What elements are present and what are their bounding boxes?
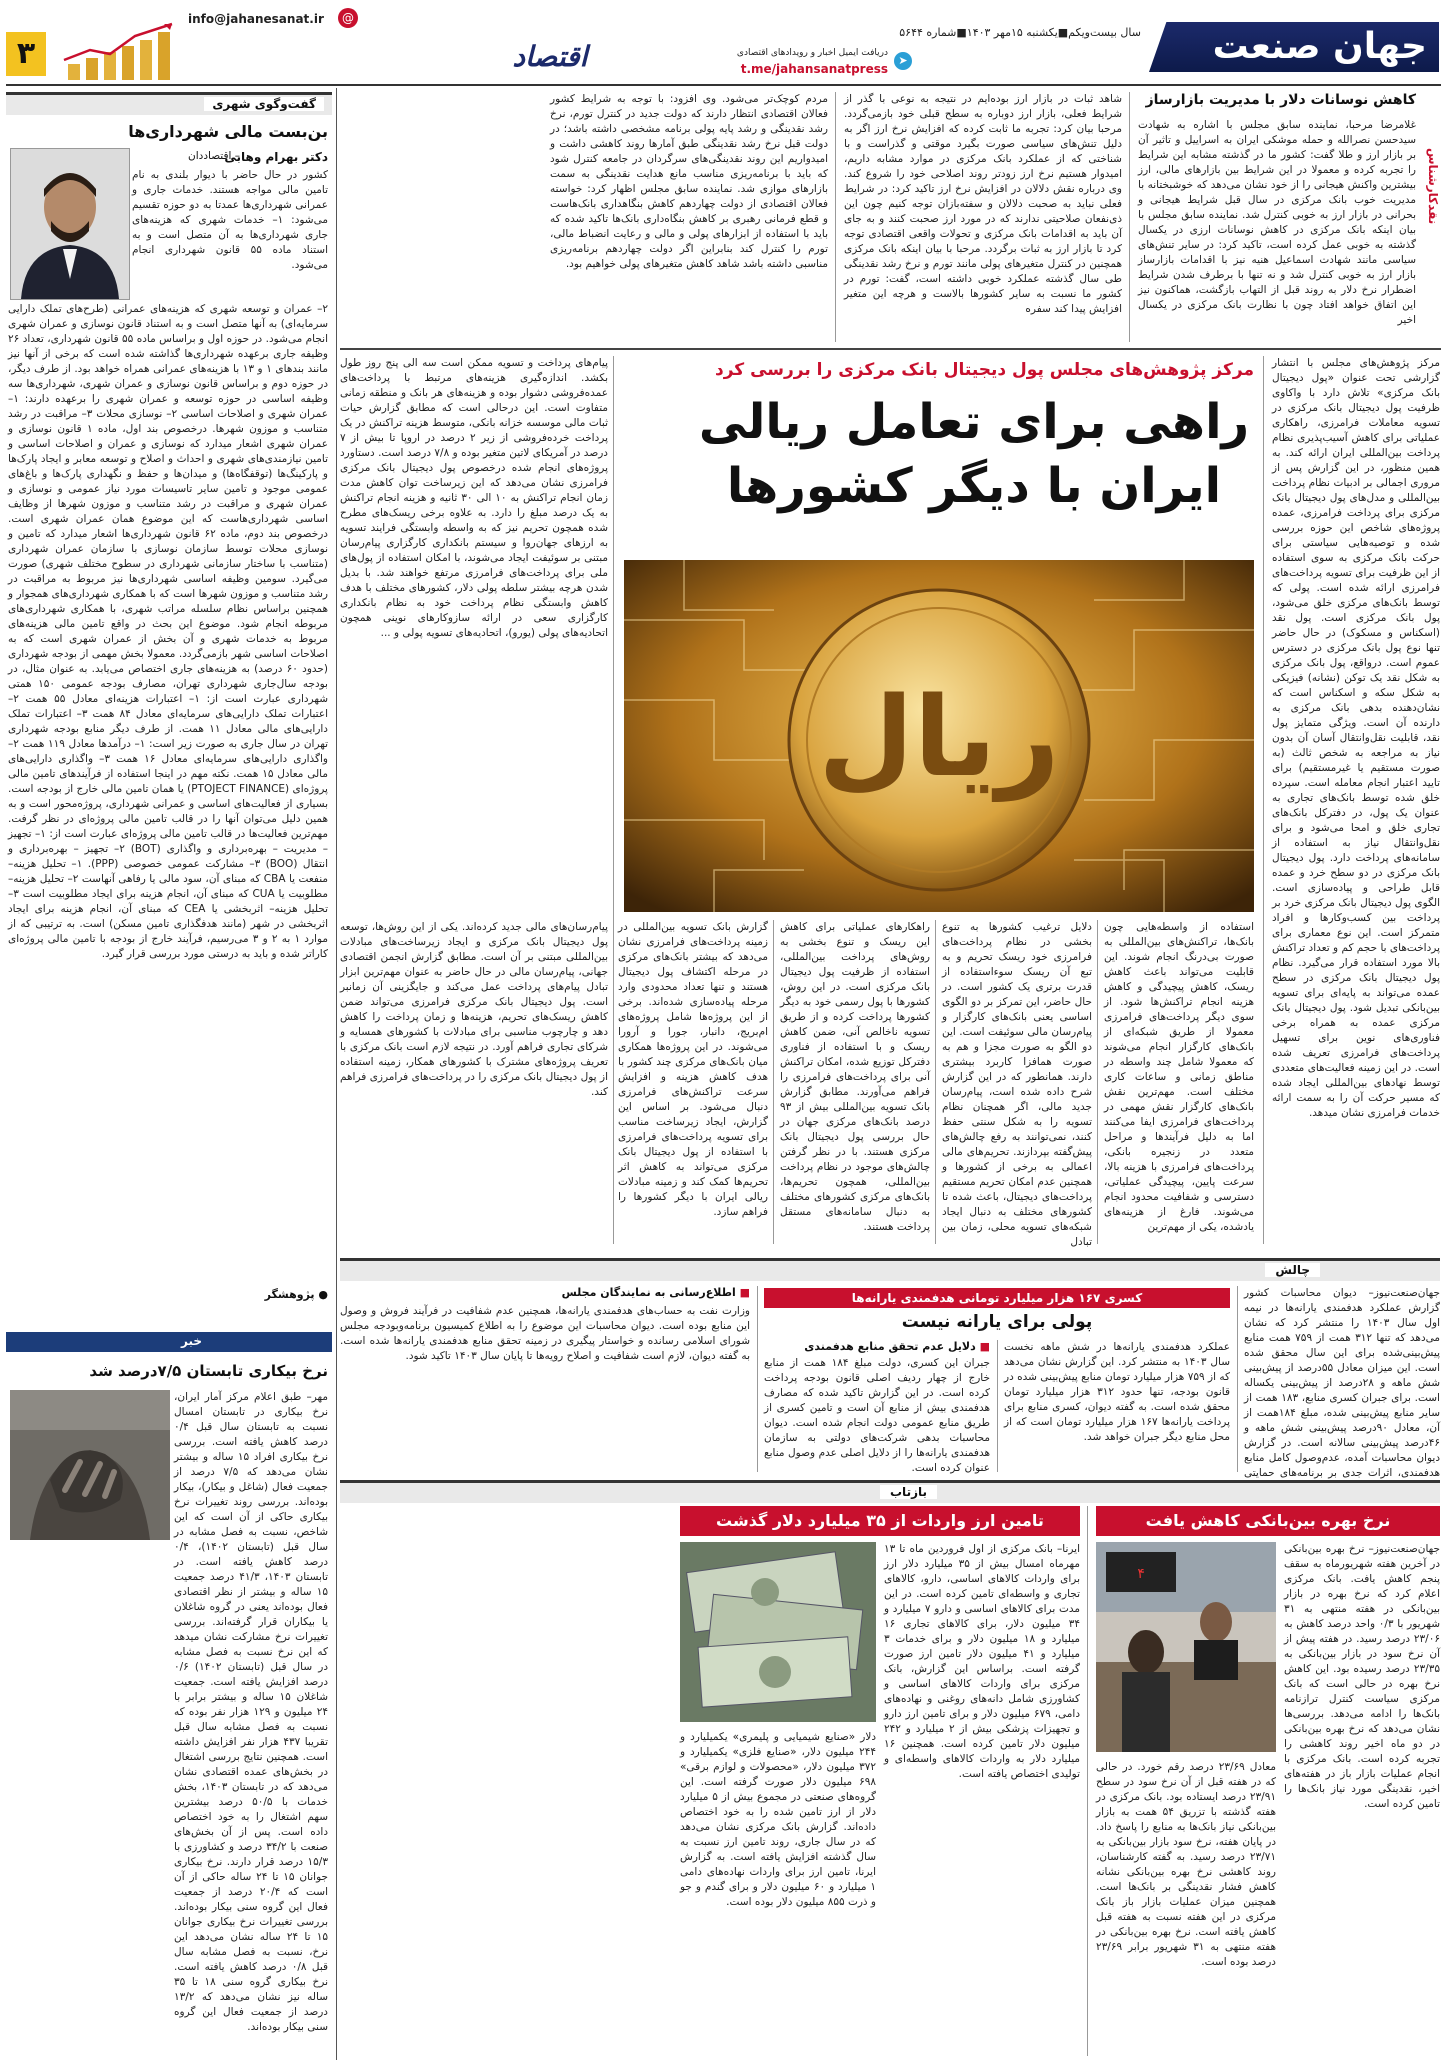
newspaper-logo [1149,22,1439,80]
top-article-col-1: غلامرضا مرحبا، نماینده سابق مجلس با اشاره به شهادت سیدحسن نصرالله و حمله موشکی ایران به اسراییل و تاثیر آن بر بازار ارز و طلا گفت: کشور ما در گذشته مشابه این شرایط را تجربه کرده و معمولا در این شرایط بین بازارهای مالی، ارز بیشترین واکنش هیجانی را از خود نشان می‌دهد که خوشبختانه با مدیریت خوب بانک مرکزی در سال قبل شرایط هیجانی و بحرانی در بازار ارز به خوبی کنترل شد. نماینده سابق مجلس با بیان اینکه بانک مرکزی در کاهش نوسانات ارزی در یکسال گذشته به خوبی عمل کرده است، تاکید کرد: در سایر تنش‌های سیاسی مانند شهادت اسماعیل هنیه نیز با اقدامات بازارساز بازار ارز به خوبی کنترل شد و نه تنها با برطرف شدن شرایط اضطرار نرخ دلار به روند قبل از التهاب بازگشت، هماکنون نیز این اتفاق خواهد افتاد چون با نظارت بانک مرکزی در یکسال اخیر [1138,119,1416,326]
news-title: نرخ بیکاری تابستان ۷/۵درصد شد [89,1362,328,1380]
news-section-label: خبر [180,1334,202,1348]
challenge-sub-1-text: دلایل عدم تحقق منابع هدفمندی [804,1340,976,1353]
challenge-col-2: عملکرد هدفمندی یارانه‌ها در شش ماهه نخست سال ۱۴۰۳ به منتشر کرد. این گزارش نشان می‌دهد که از ۷۵۹ هزار میلیارد تومان منابع پیش‌بینی شده در قانون بودجه، تنها حدود ۳۱۲ هزار میلیارد تومان محقق شده است. به گفته دیوان، کسری منابع برای پرداخت یارانه‌ها ۱۶۷ هزار میلیارد تومان است که از محل منابع دیگر جبران خواهد شد. [1004,1341,1230,1443]
main-col-right: مرکز پژوهش‌های مجلس با انتشار گزارشی تحت عنوان «پول دیجیتال بانک مرکزی» تلاش دارد با واکاوی ظرفیت پول دیجیتال بانک مرکزی در تسویه معاملات فرامرزی، راهکاری عملیاتی برای کاهش آسیب‌پذیری نظام پرداخت بین‌المللی ایران ارائه کند. به همین منظور، در این گزارش پس از مروری اجمالی بر ادبیات نظام پرداخت بین‌المللی و مدل‌های پول دیجیتال بانک مرکزی برای پرداخت فرامرزی، عمده پروژه‌های شاخص این حوزه بررسی شده و توصیه‌هایی سیاستی برای حرکت بانک مرکزی به سوی استفاده از این ظرفیت برای تسویه پرداخت‌های فرامرزی ارائه شده است. پولی که توسط بانک‌های مرکزی خلق می‌شود، پول بانک مرکزی است. پول نقد (اسکناس و مسکوک) در حال حاضر تنها نوع پول بانک مرکزی در دسترس عموم است. درواقع، پول بانک مرکزی به شکل نقد یک توکن (نشانه) فیزیکی به شکل سکه و اسکناس است که نشان‌دهنده بدهی بانک مرکزی به دارنده آن است. ویژگی متمایز پول نقد، قابلیت نقل‌وانتقال آسان آن بدون نیاز به مراجعه به شخص ثالث (به صورت مستقیم یا غیرمستقیم) برای تایید اعتبار انجام معامله است. سپرده خلق شده توسط بانک‌های تجاری به عنوان یک پول، در دفترکل بانک‌های تجاری خلق و امحا می‌شود و برای نقل‌وانتقال نیاز به استفاده از سامانه‌های پرداخت دارد. پول دیجیتال بانک مرکزی در دو سطح خرد و عمده قابل طراحی و پیاده‌سازی است. الگوی پول دیجیتال بانک مرکزی خرد بر پرداخت بین کسب‌وکارها و افراد متمرکز است. این نوع معماری برای پرداخت‌های با حجم کم و تعداد تراکنش بالا مورد استفاده قرار می‌گیرد. نظام پول دیجیتال بانک مرکزی در سطح عمده می‌تواند به پایه‌ای برای تسویه بین‌بانکی تبدیل شود. پول دیجیتال بانک مرکزی عمده به همراه برخی فناوری‌های نوین برای تسهیل پرداخت‌های فرامرزی تعریف شده است. در این زمینه فعالیت‌های متعددی توسط نهادهای بین‌المللی ایجاد شده که مسیر حرکت آن را به سمت ارائه خدمات فرامرزی نشان میدهد. [1272,357,1440,1119]
main-title-2: ایران با دیگر کشورها [726,458,1222,514]
top-article-col-3: مردم کوچک‌تر می‌شود. وی افزود: با توجه به شرایط کشور فعالان اقتصادی انتظار دارند که دولت جدید در کنترل تورم، نرخ رشد نقدینگی و رشد پایه پولی برنامه مشخصی داشته باشد؛ در دولت قبل نرخ رشد نقدینگی طبق آمارها روند کاهشی داشت و امیدواریم این روند نقدینگی‌های سرگردان در جامعه کنترل شود که باید با برنامه‌ریزی مناسب مانع هدایت نقدینگی به سمت بازارهای موازی شد. نماینده سابق مجلس اظهار کرد: خواسته فعالان اقتصادی از دولت چهاردهم کاهش بنگاهداری بانک‌هاست و قطع فرمانی رهبری بر کاهش بنگاه‌داری بانک‌ها تاکید شده که باید با استفاده از ابزارهای پولی و مالی و رعایت انضباط مالی، تورم را کنترل کند بنابراین اگر دولت چهاردهم برنامه‌ریزی مناسبی داشته باشد شاهد کاهش متغیرهای پولی خواهیم بود. [550,93,828,270]
bazartab-tab-label: بازتاب [880,1485,937,1499]
author-bio: – اقتصاددان [188,150,240,162]
main-article [340,352,1440,1252]
bank-photo [1096,1542,1276,1752]
bazartab-section [340,1480,1440,2060]
import-col-1: ایرنا– بانک مرکزی از اول فروردین ماه تا ۱۳ مهرماه امسال بیش از ۳۵ میلیارد دلار ارز برای واردات کالاهای اساسی، دارو، کالاهای تجاری و واسطه‌ای تامین کرده است. در این مدت برای کالاهای اساسی و دارو ۷ میلیارد و ۳۴ میلیون دلار، برای کالاهای تجاری ۱۶ میلیارد و ۱۸ میلیون دلار و برای خدمات ۳ میلیارد و ۴۱ میلیون دلار تامین ارز صورت گرفته است. براساس این گزارش، بانک مرکزی برای واردات کالاهای اساسی و کشاورزی شامل دانه‌های روغنی و نهاده‌های دامی، ۶۷۹ میلیون دلار و برای تامین ارز دارو و تجهیزات پزشکی بیش از ۲ میلیارد و ۲۴۲ میلیون دلار تامین کرده است. همچنین ۱۶ میلیارد دلار به واردات کالاهای واسطه‌ای و تولیدی اختصاص یافته است. [884,1543,1081,1780]
left-column [6,88,332,2060]
telegram-box [712,46,912,80]
challenge-col-4: وزارت نفت به حساب‌های هدفمندی یارانه‌ها، همچنین عدم شفافیت در فرآیند فروش و وصول این منابع بوده است. دیوان محاسبات این موضوع را به اطلاع کمیسیون برنامه‌وبودجه مجلس شورای اسلامی رسانده و خواستار پیگیری در زمینه تحقق منابع هدفمندی یارانه‌ها شده است. به گفته دیوان، لازم است شفافیت و اصلاح رویه‌ها تا پایان سال ۱۴۰۳ تاکید شود. [340,1305,750,1362]
left-intro: کشور در حال حاضر با دیوار بلندی به نام تامین مالی مواجه هستند. خدمات جاری و عمرانی شهرداری‌ها عمدتا به دو حوزه تقسیم می‌شود: ۱– خدمات شهری که هزینه‌های جاری شهرداری‌ها به آن متصل است و به استناد ماده ۵۵ قانون شهرداری انجام می‌شود. [132,169,328,271]
red-square-icon: ■ [739,1286,750,1299]
challenge-sub-1 [764,1340,990,1353]
left-section-label: گفت‌وگوی شهری [204,97,324,111]
challenge-tab [340,1258,1440,1281]
interbank-col-1: جهان‌صنعت‌نیوز– نرخ بهره بین‌بانکی در آخرین هفته شهریورماه به سقف پنجم کاهش یافت. بانک مرکزی اعلام کرد که نرخ بهره در بازار بین‌بانکی در هفته منتهی به ۳۱ شهریور با ۰/۳ واحد درصد کاهش به ۲۳/۰۶ درصد رسید. در هفته پیش از آن نرخ سود در بازار بین‌بانکی به ۲۳/۳۵ درصد رسیده بود. این کاهش نرخ بهره در حالی است که بانک مرکزی سیاست کنترل ترازنامه بانک‌ها را ادامه می‌دهد. بررسی‌ها نشان می‌دهد که نرخ بهره بین‌بانکی در دو ماه اخیر روند کاهشی را تجربه کرده است. بانک مرکزی با انجام عملیات بازار باز در هفته‌های اخیر، نقدینگی مورد نیاز بانک‌ها را تامین کرده است. [1284,1543,1440,1810]
top-article-title: کاهش نوسانات دلار با مدیریت بازارساز [1145,92,1416,108]
telegram-icon: ➤ [894,52,912,70]
svg-text:۴: ۴ [1136,1566,1146,1582]
challenge-col-3: جبران این کسری، دولت مبلغ ۱۸۴ همت از منابع خارج از چهار ردیف اصلی قانون بودجه پرداخت کرده است. در این گزارش تاکید شده که مصارف هدفمندی بیش از منابع آن است و تامین کسری از طریق منابع عمومی دولت انجام شده است. دیوان محاسبات بدهی شرکت‌های دولتی به سازمان هدفمندی یارانه‌ها را از دلایل اصلی عدم وصول منابع عنوان کرده است. [764,1357,991,1474]
email-icon: @ [338,8,358,28]
news-body: مهر– طبق اعلام مرکز آمار ایران، نرخ بیکاری در تابستان امسال نسبت به تابستان سال قبل ۰/۴ درصد کاهش یافته است. بررسی نرخ بیکاری افراد ۱۵ ساله و بیشتر نشان می‌دهد که ۷/۵ درصد از جمعیت فعال (شاغل و بیکار)، بیکار بوده‌اند. بررسی روند تغییرات نرخ بیکاری حاکی از آن است که این شاخص، نسبت به فصل مشابه در سال قبل (تابستان ۱۴۰۲)، ۰/۴ درصد کاهش یافته است. در تابستان ۱۴۰۳، ۴۱/۳ درصد جمعیت ۱۵ ساله و بیشتر از نظر اقتصادی فعال بوده‌اند یعنی در گروه شاغلان یا بیکاران قرار گرفته‌اند. بررسی تغییرات نرخ مشارکت نشان میدهد که این نرخ نسبت به فصل مشابه در سال قبل (تابستان ۱۴۰۲) ۰/۶ درصد افزایش یافته است. جمعیت شاغلان ۱۵ ساله و بیشتر برابر با ۲۴ میلیون و ۱۲۹ هزار نفر بوده که نسبت به فصل مشابه سال قبل تقریبا ۴۳۷ هزار نفر افزایش داشته است. همچنین نتایج بررسی اشتغال در بخش‌های عمده اقتصادی نشان می‌دهد که در تابستان ۱۴۰۳، بخش خدمات با ۵۰/۵ درصد بیشترین سهم اشتغال را به خود اختصاص داده است. پس از آن بخش‌های صنعت با ۳۴/۲ درصد و کشاورزی با ۱۵/۳ درصد قرار دارند. نرخ بیکاری جوانان ۱۵ تا ۲۴ ساله حاکی از آن است که ۲۰/۴ درصد از جمعیت فعال این گروه سنی بیکار بوده‌اند. بررسی تغییرات نرخ بیکاری جوانان ۱۵ تا ۲۴ ساله نشان می‌دهد این نرخ، نسبت به فصل مشابه سال قبل ۰/۸ درصد کاهش یافته است. نرخ بیکاری گروه سنی ۱۸ تا ۳۵ ساله نیز نشان می‌دهد که ۱۳/۲ درصد از جمعیت فعال این گروه سنی بیکار بوده‌اند. [174,1391,329,2033]
left-section-tab [6,92,332,115]
top-article-col-2: شاهد ثبات در بازار ارز بوده‌ایم در نتیجه به نوعی با گذر از شرایط فعلی، بازار ارز دوباره به سطح قبلی خود بازمی‌گردد. مرحبا بیان کرد: تجربه ما ثابت کرده که افزایش نرخ ارز اگر به دلیل تنش‌های سیاسی صورت بگیرد موقتی و گذراست و با شناختی که از عملکرد بانک مرکزی در موارد مشابه داریم، امیدوار هستیم نرخ ارز زودتر روند اصلاحی خود را شروع کند. وی درباره نقش دلالان در افزایش نرخ ارز تاکید کرد: در شرایط فعلی نباید به صحبت دلالان و سفته‌بازان توجه کنیم چون این ذی‌نفعان صلاحیتی ندارند که در مورد ارز صحبت کنند و به جای آن باید به اقدامات بانک مرکزی و تحولات واقعی اقتصادی توجه کرد تا بازار ارز به ثبات برگردد. مرحبا با بیان اینکه بانک مرکزی همچنین در کنترل متغیرهای پولی مانند تورم و نرخ رشد نقدینگی طی سال گذشته عملکرد خوبی داشته است، گفت: تورم در کشور ما نسبت به سایر کشورها بالاست و هرچه این متغیر افزایش پیدا کند سفره [844,93,1122,315]
issue-line: سال بیست‌ویکم■یکشنبه ۱۵مهر ۱۴۰۳■شماره ۵۶۴۴ [899,26,1141,39]
top-article-side-label: نقدکارشناس [1426,148,1440,225]
left-article-title: بن‌بست مالی شهرداری‌ها [128,122,328,141]
main-kicker: مرکز پژوهش‌های مجلس پول دیجیتال بانک مرکزی را بررسی کرد [715,360,1254,380]
source-label: پژوهشگر [264,1288,315,1301]
main-col-b1: استفاده از واسطه‌هایی چون بانک‌ها، تراکنش‌های بین‌المللی به صورت بی‌درنگ انجام شوند. این قابلیت می‌تواند باعث کاهش ریسک، کاهش پیچیدگی و کاهش هزینه انجام تراکنش‌ها شود. از سوی دیگر پرداخت‌های فرامرزی معمولا از طریق شبکه‌ای از بانک‌های کارگزار انجام می‌شوند که معمولا شامل چند واسطه در مناطق زمانی و ساعات کاری مختلف است. مهم‌ترین نقش بانک‌های کارگزار نقش مهمی در پرداخت‌های فرامرزی ایفا می‌کنند اما به دلیل فرآیندها و مراحل متعدد در زنجیره بانکی، پرداخت‌های فرامرزی با هزینه بالا، سرعت پایین، پیچیدگی عملیاتی، دسترسی و شفافیت محدود انجام می‌شوند. فارغ از هزینه‌های یادشده، یکی از مهم‌ترین [1104,921,1254,1233]
masthead [0,0,1447,84]
main-title-1: راهی برای تعامل ریالی [698,394,1250,450]
telegram-caption: دریافت ایمیل اخبار و رویدادهای اقتصادی [736,48,888,58]
challenge-sub-2-text: اطلاع‌رسانی به نمایندگان مجلس [561,1286,736,1299]
challenge-col-1: جهان‌صنعت‌نیوز– دیوان محاسبات کشور گزارش عملکرد هدفمندی یارانه‌ها در نیمه اول سال ۱۴۰۳ را منتشر کرد که نشان می‌دهد که تنها ۳۱۲ همت از ۷۵۹ همت منابع پیش‌بینی‌شده برای این سال محقق شده است. این میزان معادل ۵۵درصد از پیش‌بینی شش ماهه و ۲۸درصد از پیش‌بینی یکساله است. برای جبران کسری منابع، ۱۸۳ همت از سایر منابع پیش‌بینی شده، مبلغ ۱۸۴همت از آن، معادل ۹۰درصد پیش‌بینی شش ماهه و ۴۶درصد پیش‌بینی سالانه است. در گزارش دیوان محاسبات آمده، عدم‌وصول کامل منابع هدفمندی، اثرات جدی بر برنامه‌های حمایتی [1244,1287,1441,1479]
bazartab-tab [340,1480,1440,1503]
challenge-section [340,1258,1441,1479]
coins-chart-graphic [60,20,180,80]
author-photo [10,148,130,300]
left-body: ۲– عمران و توسعه شهری که هزینه‌های عمرانی (طرح‌های تملک دارایی سرمایه‌ای) به آنها متصل است و به استناد قانون نوسازی و عمران شهری انجام می‌شود. در حوزه اول و براساس ماده ۵۵ قانون شهرداری، تعداد ۲۶ وظیفه جاری برعهده شهرداری‌ها گذاشته شده است که برخی از آنها نیز مانند بندهای ۱ و ۱۳ با هزینه‌های عمرانی همراه خواهد بود. از طرف دیگر، در حوزه دوم و براساس قانون نوسازی و عمران شهری، شهرداری‌ها سه وظیفه اساسی در حوزه توسعه و عمران شهری را برعهده دارند: ۱– عمران شهری و اصلاحات اساسی ۲– نوسازی محلات ۳– مراقبت در رشد متناسب و موزون شهرها. درخصوص بند اول، ماده ۱ قانون نوسازی و عمران شهری اشعار میدارد که نوسازی و عمران و اصلاحات اساسی و تامین نیازمندی‌های شهری و احداث و اصلاح و توسعه معابر و ایجاد پارک‌ها و پارکینگ‌ها (توقفگاه‌ها) و میدان‌ها و حفظ و نگهداری پارک‌ها و باغ‌های عمومی موجود و تامین سایر تاسیسات مورد نیاز عمومی و نوسازی و عمران شهری و مراقبت در رشد متناسب و موزون شهرها از وظایف اساسی شهرداری‌هاست که این موضوع همان عمران شهری است. درخصوص بند دوم، ماده ۶۲ قانون شهرداری‌ها اشعار میدارد که تامین و نوسازی محلات توسط سازمان نوسازی با سازمان عمران شهرداری (متناسب با ساختار سازمانی شهرداری در سطوح مختلف شهری) صورت می‌گیرد. سومین وظیفه اساسی شهرداری‌ها نیز مربوط به مراقبت در رشد متناسب و موزون شهرها است که با همکاری شهرداری‌های همجوار و همچنین براساس نظام سلسله مراتب شهری، با همکاری شهرداری‌های مربوطه انجام شود. موضوع این بحث در واقع تامین مالی هزینه‌های مربوط به خدمات شهری و آن بخش از عمران شهری است که به اصلاحات اساسی شهر بازمی‌گردد. معمولا بخش مهمی از بودجه شهرداری (حدود ۶۰ درصد) به هزینه‌های جاری اختصاص می‌یابد. به عنوان مثال، در بودجه سال‌جاری شهرداری تهران، مصارف بودجه عمومی ۱۵۰ همتی شهرداری عبارت است از: ۱– اعتبارات هزینه‌ای معادل ۵۵ همت ۲– اعتبارات تملک دارایی‌های سرمایه‌ای معادل ۸۴ همت ۳– اعتبارات تملک دارایی‌های مالی معادل ۱۱ همت. از طرف دیگر منابع بودجه شهرداری تهران در سال جاری به صورت زیر است: ۱– درآمدها معادل ۱۱۹ همت ۲– واگذاری دارایی‌های سرمایه‌ای معادل ۱۶ همت ۳– واگذاری دارایی‌های مالی معادل ۱۵ همت. نکته مهم در اینجا استفاده از فرآیندهای تامین مالی پروژه‌ای (PTOJECT FINANCE) یا همان تامین مالی خارج از بودجه است. بسیاری از فعالیت‌های اساسی و عمرانی شهرداری، پروژه‌محور است و به همین دلیل می‌توان آنها را در قالب تامین مالی پروژه‌ای در نظر گرفت. مهم‌ترین فعالیت‌ها در قالب تامین مالی پروژه‌ای عبارت است از: ۱– تجهیز – مدیریت – بهره‌برداری و واگذاری (BOT) ۲– تجهیز – بهره‌برداری و انتقال (BOO) ۳– مشارکت عمومی خصوصی (PPP). ۱– تحلیل هزینه– منفعت یا CBA که مبنای آن، سود مالی یا رفاهی آنهاست ۲– تحلیل هزینه– مطلوبیت یا CUA که مبنای آن، انجام هزینه برای ایجاد مطلوبیت است ۳– تحلیل هزینه– اثربخشی یا CEA که مبنای آن، انجام هزینه برای ایجاد اثربخشی در شهر (مانند هدفگذاری تامین مسکن) است. به ترتیبی که از موارد ۱ به ۲ و ۳ می‌رسیم، فرآیند خارج از بودجه با تامین مالی پروژه‌ای کاراتر شده و باید به درستی مورد بررسی قرار گیرد. [8,303,329,960]
left-source [265,1288,328,1301]
page-number: ۳ [6,32,46,76]
challenge-title: پولی برای یارانه نیست [901,1312,1093,1332]
coin-rial-glyph: ریال [818,673,1060,801]
interbank-col-2: معادل ۲۳/۶۹ درصد رقم خورد. در حالی که در هفته قبل از آن نرخ سود در سطح ۲۳/۹۱ درصد ایستاده بود. بانک مرکزی در هفته گذشته با تزریق ۵۴ همت به بازار بین‌بانکی نیاز بانک‌ها به منابع را پاسخ داد. در پایان هفته، نرخ سود بازار بین‌بانکی به ۲۳/۷۱ درصد رسید. به گفته کارشناسان، روند کاهشی نرخ بهره بین‌بانکی نشانه کاهش فشار نقدینگی بر بانک‌ها است. همچنین میزان عملیات بازار باز بانک مرکزی در این هفته نسبت به هفته قبل کاهش یافته است. نرخ بهره بین‌بانکی در هفته منتهی به ۳۱ شهریور برابر ۲۳/۶۹ درصد بوده است. [1096,1761,1276,1968]
dollars-photo [680,1542,876,1722]
main-col-m1: پیام‌های پرداخت و تسویه ممکن است سه الی پنج روز طول بکشد. اندازه‌گیری هزینه‌های مرتبط با پرداخت‌های عمده‌فروشی دشوار بوده و هزینه‌های هر بانک و منطقه زمانی متفاوت است. این درحالی است که مطابق گزارش حیات ثبات مالی موسسه خزانه بانکی، متوسط هزینه تراکنش در یک پرداخت خرده‌فروشی از زیر ۲ درصد در اروپا تا بیش از ۷ درصد در آمریکای لاتین متغیر بوده و ۷/۸ درصد است. دستاورد پروژه‌های انجام شده درخصوص پول دیجیتال بانک مرکزی فرامرزی نشان می‌دهد که این زیرساخت توان کاهش مدت زمان انجام تراکنش به ۱۰ الی ۳۰ ثانیه و هزینه انجام تراکنش به یک درصد مبلغ را دارد. به علاوه برخی ریسک‌های مطرح شده همچون تحریم نیز که به واسطه وابستگی فرایند تسویه به ارزهای جهان‌روا و سیستم بانکداری کارگزاری پیام‌رسان مبتنی بر سوئیفت ایجاد می‌شوند، با امکان استفاده از پول‌های ملی برای پرداخت‌های فرامرزی مرتفع خواهند شد. با بدیل شدن هرچه بیشتر سلطه پولی دلار، کشورهای مختلف با هدف کاهش وابستگی نظام پرداخت خود به نظام بانکداری کارگزاری سعی در ارائه سازوکارهای نوینی همچون اتحادیه‌های پولی (یورو)، اتحادیه‌های تسویه پولی و ... [340,357,609,639]
main-col-b4: گزارش بانک تسویه بین‌المللی در زمینه پرداخت‌های فرامرزی نشان می‌دهد که بیشتر بانک‌های مرکزی در مرحله اکتشاف پول دیجیتال هستند و تنها تعداد محدودی وارد مرحله پیاده‌سازی شده‌اند. برخی از این پروژه‌ها شامل پروژه‌های ام‌بریج، دانبار، جورا و آرورا می‌شوند. در این پروژه‌ها همکاری میان بانک‌های مرکزی چند کشور با هدف کاهش هزینه و افزایش سرعت تراکنش‌های فرامرزی دنبال می‌شود. بر اساس این گزارش، ایجاد زیرساخت مناسب برای تسویه پرداخت‌های فرامرزی با استفاده از پول دیجیتال بانک مرکزی می‌تواند به کاهش اثر تحریم‌ها کمک کند و زمینه مبادلات ریالی ایران با دیگر کشورها را فراهم سازد. [618,921,768,1218]
news-section-tab [6,1332,332,1352]
red-square-icon: ■ [979,1340,990,1353]
author-name: دکتر بهرام وهابی [224,150,328,164]
telegram-url[interactable]: t.me/jahansanatpress [740,62,888,76]
main-col-m2: پیام‌رسان‌های مالی جدید کرده‌اند. یکی از این روش‌ها، توسعه پول دیجیتال بانک مرکزی و ایجاد زیرساخت‌های مبادلات بین‌المللی مبتنی بر آن است. مطابق گزارش انجمن اقتصادی جهانی، پیام‌رسان مالی در حال حاضر به عنوان مهم‌ترین ابزار تبادل پیام‌های پرداخت عمل می‌کند و جایگزینی آن زمانبر است. پول دیجیتال بانک مرکزی فرامرزی می‌تواند ضمن کاهش ریسک‌های تحریم، هزینه‌ها و زمان پرداخت را کاهش دهد و چارچوب مناسبی برای مبادلات با کشورهای همسایه و شرکای تجاری فراهم آورد. در نتیجه لازم است بانک مرکزی با تعریف پروژه‌های مشترک با کشورهای همکار، زمینه استفاده از پول دیجیتال بانک مرکزی را در پرداخت‌های فرامرزی فراهم کند. [340,921,608,1098]
header-rule [6,84,1441,86]
challenge-banner: کسری ۱۶۷ هزار میلیارد تومانی هدفمندی یارانه‌ها [764,1288,1230,1308]
challenge-tab-label: چالش [1265,1263,1320,1277]
main-col-b2: دلایل ترغیب کشورها به تنوع بخشی در نظام پرداخت‌های فرامرزی خود ریسک تحریم و به تبع آن ریسک سوءاستفاده از قدرت برتری یک کشور است. در حال حاضر، این تمرکز بر دو الگوی اساسی یعنی بانک‌های کارگزار و پیام‌رسان مالی سوئیفت است. این دو الگو به صورت مجزا و هم به صورت همافزا کاربرد بیشتری دارند. همانطور که در این گزارش شرح داده شده است، پیام‌رسان جدید مالی، اگر همچنان نظام تسویه را به شکل سنتی حفظ کنند، نمی‌توانند به رفع چالش‌های پیش‌گفته بپردازند. تحریم‌های مالی اعمالی به برخی از کشورها و همچنین عدم امکان تحریم مستقیم پرداخت‌های دیجیتال، باعث شده تا کشورهای مختلف به دنبال ایجاد شبکه‌های تسویه محلی، زمان بین تبادل [942,921,1092,1248]
logo-text: جهان صنعت [1212,26,1427,67]
interbank-head: نرخ بهره بین‌بانکی کاهش یافت [1096,1506,1440,1536]
main-col-b3: راهکارهای عملیاتی برای کاهش این ریسک و تنوع بخشی به روش‌های پرداخت بین‌المللی، استفاده از ظرفیت پول دیجیتال بانک مرکزی است. در این روش، کشورها با پول رسمی خود به دیگر کشورها پرداخت کرده و از طریق تسویه ناخالص آنی، ضمن کاهش ریسک و با استفاده از فناوری دفترکل توزیع شده، امکان تراکنش آنی برای پرداخت‌های فرامرزی را فراهم می‌آورند. مطابق گزارش بانک تسویه بین‌المللی بیش از ۹۳ درصد بانک‌های مرکزی جهان در حال بررسی پول دیجیتال بانک مرکزی هستند. با در نظر گرفتن چالش‌های موجود در نظام پرداخت بین‌المللی، همچون تحریم‌ها، بانک‌های مرکزی کشورهای مختلف به دنبال سامانه‌های مستقل پرداخت هستند. [780,921,930,1233]
section-name: اقتصاد [512,40,588,73]
source-bullet-icon: ● [318,1288,328,1301]
import-col-2: دلار «صنایع شیمیایی و پلیمری» یکمیلیارد و ۲۴۴ میلیون دلار، «صنایع فلزی» یکمیلیارد و ۳۷۲ میلیون دلار، «محصولات و لوازم برقی» ۶۹۸ میلیون دلار صورت گرفته است. این گروه‌های صنعتی در مجموع بیش از ۵ میلیارد دلار از ارز تامین شده را به خود اختصاص داده‌اند. گزارش بانک مرکزی نشان می‌دهد که در سال جاری، روند تامین ارز نسبت به سال گذشته افزایش یافته است. به گزارش ایرنا، تامین ارز برای واردات نهاده‌های دامی ۱ میلیارد و ۶۰ میلیون دلار و برای گندم و جو و ذرت ۸۵۵ میلیون دلار بوده است. [680,1731,877,1908]
import-currency-head: تامین ارز واردات از ۳۵ میلیارد دلار گذشت [680,1506,1080,1536]
news-photo [10,1390,170,1540]
email-address[interactable]: info@jahanesanat.ir [188,12,324,26]
challenge-sub-2 [520,1286,750,1299]
top-article [340,88,1440,346]
digital-rial-image [624,560,1254,912]
